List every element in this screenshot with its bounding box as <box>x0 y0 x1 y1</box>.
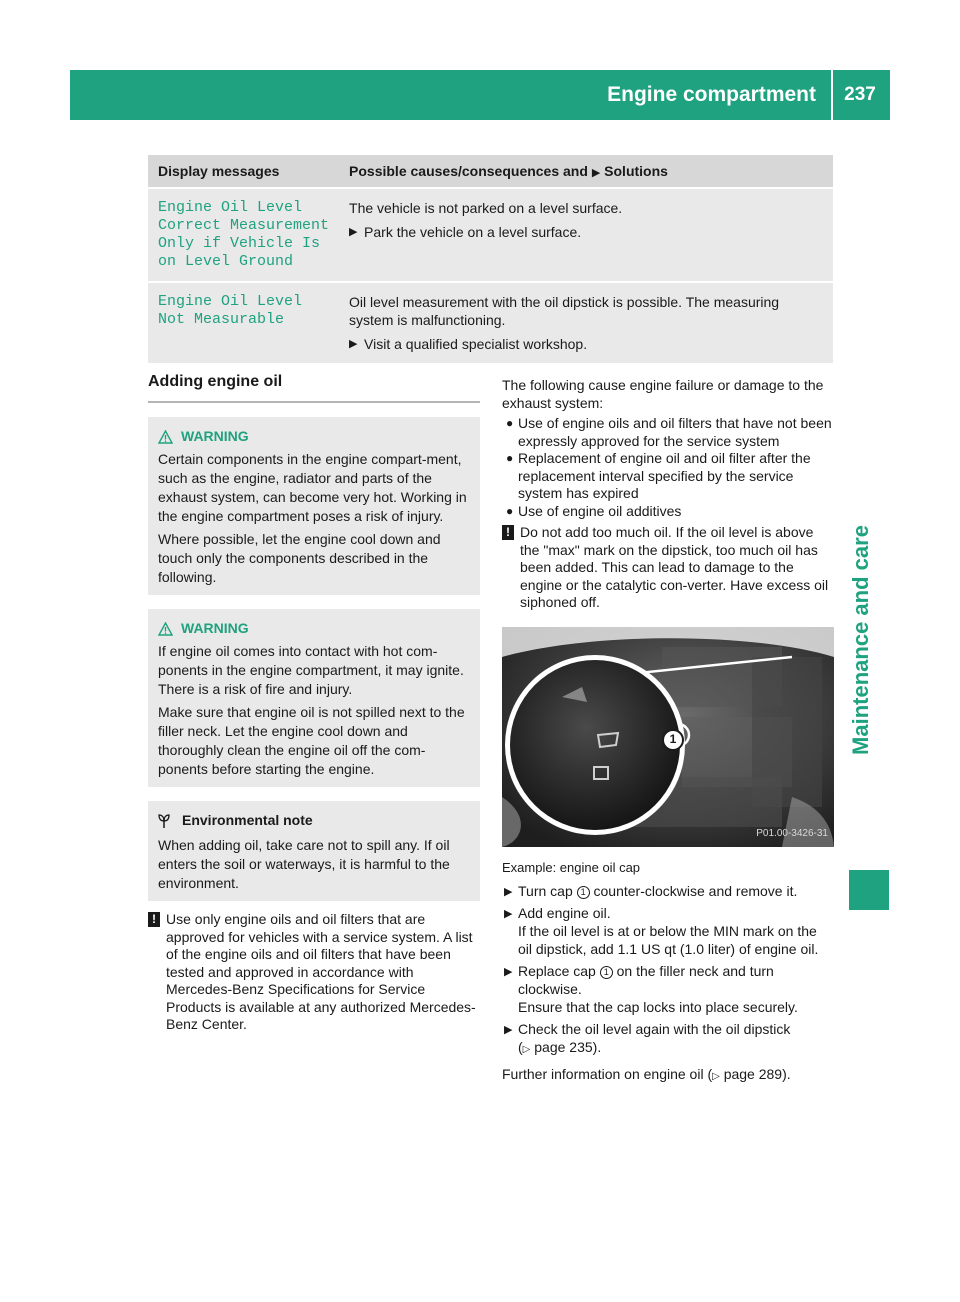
environmental-note-heading: Environmental note <box>158 811 470 830</box>
callout-1-icon: 1 <box>577 886 590 899</box>
arrow-icon: ▶ <box>504 886 513 898</box>
message-code: Engine Oil Level Not Measurable <box>148 282 339 363</box>
bullet-icon: ● <box>506 503 514 518</box>
warning-box <box>148 609 480 787</box>
message-code: Engine Oil Level Correct Measurement Only if Vehicle Is on Level Ground <box>148 188 339 282</box>
display-messages-table <box>148 155 833 363</box>
step: ▶ Check the oil level again with the oil dipstick (▷ page 235). <box>504 1021 791 1055</box>
list-item: ● Use of engine oils and oil filters that have not been expressly approved for the service system <box>506 415 832 449</box>
arrow-icon: ▶ <box>349 338 358 350</box>
warning-text: If engine oil comes into contact with hot com-ponents in the engine compartment, it may ignite. There is a risk of fire and injury. <box>158 643 464 697</box>
page-reference-link[interactable]: page 235). <box>534 1039 602 1055</box>
further-info: Further information on engine oil (▷ page 289). <box>502 1066 791 1082</box>
cause-text: The vehicle is not parked on a level surface. <box>349 200 623 216</box>
warning-heading: WARNING <box>158 619 470 638</box>
page-reference-link[interactable]: page 289). <box>723 1066 791 1082</box>
list-item: ● Replacement of engine oil and oil filter after the replacement interval specified by the service system has expired <box>506 450 811 501</box>
solution-step: ▶ Park the vehicle on a level surface. <box>349 224 582 240</box>
left-column <box>148 372 480 1034</box>
side-tab-marker <box>849 870 889 910</box>
arrow-icon: ▶ <box>349 226 358 238</box>
right-column <box>502 377 834 1086</box>
callout-1-icon: 1 <box>600 966 613 979</box>
solution-step: ▶ Visit a qualified specialist workshop. <box>349 336 588 352</box>
page-reference-icon: ▷ <box>522 1044 531 1055</box>
environmental-note-box <box>148 801 480 901</box>
warning-text: Make sure that engine oil is not spilled next to the filler neck. Let the engine cool down and thoroughly clean the engine oil off the com-ponents before starting the engine. <box>158 704 465 777</box>
list-item: ● Use of engine oil additives <box>506 502 682 519</box>
page-reference-icon: ▷ <box>712 1071 720 1082</box>
bullet-icon: ● <box>506 416 514 430</box>
arrow-icon: ▶ <box>504 1024 513 1036</box>
side-tab <box>843 470 879 810</box>
page-number: 237 <box>844 84 876 105</box>
warning-text: Where possible, let the engine cool down and touch only the components described in the following. <box>158 531 441 585</box>
step: ▶ Turn cap 1 counter-clockwise and remove it. <box>504 883 798 899</box>
side-tab-label: Maintenance and care <box>848 525 873 755</box>
page-title: Engine compartment <box>607 83 816 106</box>
plant-icon <box>158 813 170 829</box>
arrow-icon: ▶ <box>591 167 601 179</box>
table-row <box>148 282 833 363</box>
table-header-solutions: Possible causes/consequences and ▶ Solutions <box>339 155 833 188</box>
callout-marker: 1 <box>669 731 677 746</box>
header-band <box>70 70 890 120</box>
warning-text: Certain components in the engine compart-ment, such as the engine, radiator and parts of the exhaust system, can become very hot. Working in the engine compartment poses a risk of injury. <box>158 451 467 524</box>
exclamation-icon: ! <box>148 912 160 927</box>
bullet-icon: ● <box>506 451 514 465</box>
warning-box <box>148 417 480 595</box>
exclamation-icon: ! <box>502 525 514 540</box>
table-header-messages: Display messages <box>148 155 339 188</box>
arrow-icon: ▶ <box>504 966 513 978</box>
image-code: P01.00-3426-31 <box>756 828 828 839</box>
notice: ! Do not add too much oil. If the oil level is above the "max" mark on the dipstick, too much oil has been added. This can lead to damage to the engine or the catalytic con-verter. Have excess oil siphoned off. <box>502 524 834 612</box>
notice: ! Use only engine oils and oil filters that are approved for vehicles with a service system. A list of the engine oils and oil filters that have been tested and approved in accordance with Mercedes-Benz Specifications for Service Products is available at any authorized Mercedes-Benz Center. <box>148 911 480 1034</box>
warning-icon <box>158 622 173 636</box>
intro-text: The following cause engine failure or damage to the exhaust system: <box>502 377 824 411</box>
cause-text: Oil level measurement with the oil dipstick is possible. The measuring system is malfunctioning. <box>349 294 780 328</box>
environmental-note-text: When adding oil, take care not to spill any. If oil enters the soil or waterways, it is harmful to the environment. <box>158 837 450 891</box>
step: ▶ Add engine oil. If the oil level is at or below the MIN mark on the oil dipstick, add 1.1 US qt (1.0 liter) of engine oil. <box>504 905 819 957</box>
image-caption: Example: engine oil cap <box>502 859 641 875</box>
warning-icon <box>158 430 173 444</box>
section-title: Adding engine oil <box>148 372 480 403</box>
message-solution <box>339 282 833 363</box>
table-header-row <box>148 155 833 188</box>
message-solution <box>339 188 833 282</box>
warning-heading: WARNING <box>158 427 470 446</box>
engine-oil-cap-photo <box>502 627 834 847</box>
table-row <box>148 188 833 282</box>
arrow-icon: ▶ <box>504 908 513 920</box>
step: ▶ Replace cap 1 on the filler neck and turn clockwise. Ensure that the cap locks into place securely. <box>504 963 798 1015</box>
